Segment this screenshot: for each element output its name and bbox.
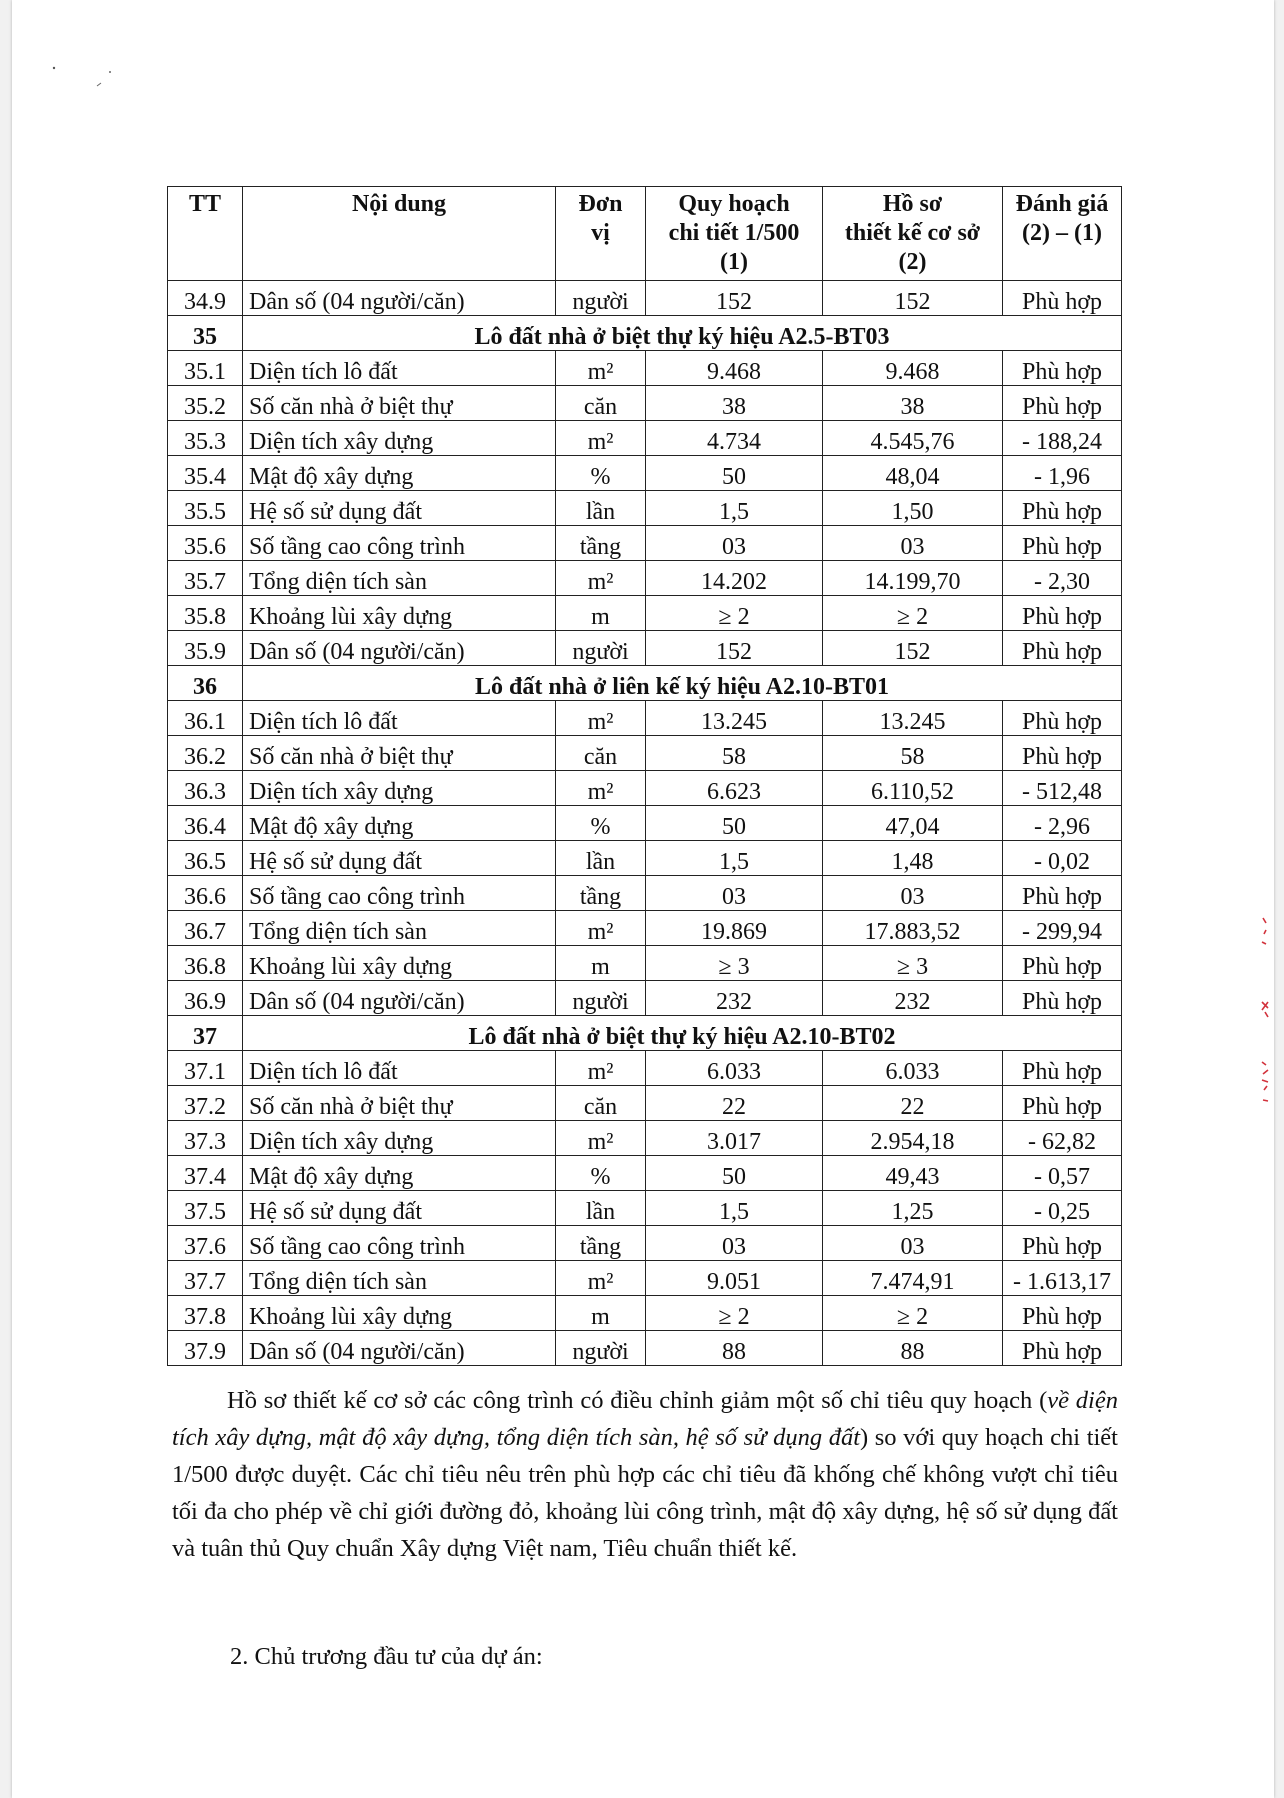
table-row <box>168 456 1122 491</box>
table-row <box>168 281 1122 316</box>
row-design-value: 14.199,70 <box>823 561 1003 596</box>
row-unit: căn <box>556 736 646 771</box>
paragraph-text-2: ) so với quy hoạch chi tiết 1/500 được duyệt. Các chỉ tiêu nêu trên phù hợp các chỉ tiêu đã khống chế không vượt chỉ tiêu tối đa cho phép về chỉ giới đường đỏ, khoảng lùi công trình, mật độ xây dựng, hệ số sử dụng đất và tuân thủ Quy chuẩn Xây dựng Việt nam, Tiêu chuẩn thiết kế. <box>172 1424 1118 1562</box>
row-content: Diện tích xây dựng <box>243 421 556 456</box>
row-planning-value: 14.202 <box>646 561 823 596</box>
table-row <box>168 386 1122 421</box>
planning-comparison-table <box>167 186 1122 1366</box>
row-planning-value: 03 <box>646 876 823 911</box>
row-content: Hệ số sử dụng đất <box>243 1191 556 1226</box>
row-content: Diện tích lô đất <box>243 351 556 386</box>
table-row <box>168 736 1122 771</box>
row-content: Dân số (04 người/căn) <box>243 631 556 666</box>
row-content: Dân số (04 người/căn) <box>243 981 556 1016</box>
row-content: Khoảng lùi xây dựng <box>243 1296 556 1331</box>
row-unit: m² <box>556 421 646 456</box>
row-planning-value: 58 <box>646 736 823 771</box>
row-number: 36.7 <box>168 911 243 946</box>
row-planning-value: 19.869 <box>646 911 823 946</box>
row-content: Số căn nhà ở biệt thự <box>243 736 556 771</box>
table-row <box>168 981 1122 1016</box>
row-content: Số căn nhà ở biệt thự <box>243 386 556 421</box>
row-number: 36.5 <box>168 841 243 876</box>
row-unit: người <box>556 1331 646 1366</box>
row-evaluation: Phù hợp <box>1003 1226 1122 1261</box>
row-evaluation: - 0,25 <box>1003 1191 1122 1226</box>
row-evaluation: Phù hợp <box>1003 491 1122 526</box>
row-number: 36.4 <box>168 806 243 841</box>
row-planning-value: ≥ 2 <box>646 1296 823 1331</box>
row-planning-value: 03 <box>646 526 823 561</box>
row-evaluation: - 512,48 <box>1003 771 1122 806</box>
row-unit: lần <box>556 1191 646 1226</box>
row-evaluation: Phù hợp <box>1003 351 1122 386</box>
row-design-value: 152 <box>823 281 1003 316</box>
row-unit: căn <box>556 1086 646 1121</box>
row-planning-value: 3.017 <box>646 1121 823 1156</box>
row-unit: m² <box>556 1261 646 1296</box>
paragraph-text-1: Hồ sơ thiết kế cơ sở các công trình có điều chỉnh giảm một số chỉ tiêu quy hoạch ( <box>227 1387 1048 1414</box>
table-row <box>168 1156 1122 1191</box>
row-evaluation: Phù hợp <box>1003 1086 1122 1121</box>
row-unit: lần <box>556 491 646 526</box>
row-number: 37.6 <box>168 1226 243 1261</box>
row-content: Hệ số sử dụng đất <box>243 491 556 526</box>
row-number: 36.9 <box>168 981 243 1016</box>
table-row <box>168 701 1122 736</box>
row-unit: m <box>556 596 646 631</box>
row-evaluation: - 62,82 <box>1003 1121 1122 1156</box>
table-row <box>168 596 1122 631</box>
group-title: Lô đất nhà ở liên kế ký hiệu A2.10-BT01 <box>243 666 1122 701</box>
row-evaluation: Phù hợp <box>1003 631 1122 666</box>
row-unit: m² <box>556 1121 646 1156</box>
row-number: 35.1 <box>168 351 243 386</box>
row-content: Số tầng cao công trình <box>243 526 556 561</box>
row-number: 35.4 <box>168 456 243 491</box>
table-row <box>168 1261 1122 1296</box>
row-content: Khoảng lùi xây dựng <box>243 596 556 631</box>
row-number: 37.2 <box>168 1086 243 1121</box>
row-planning-value: 03 <box>646 1226 823 1261</box>
section-item-2: 2. Chủ trương đầu tư của dự án: <box>230 1643 543 1670</box>
row-evaluation: Phù hợp <box>1003 1051 1122 1086</box>
row-unit: m² <box>556 911 646 946</box>
table-row <box>168 806 1122 841</box>
header-don-vi: Đơn vị <box>556 187 646 281</box>
table-row <box>168 526 1122 561</box>
row-number: 37.4 <box>168 1156 243 1191</box>
row-evaluation: - 1.613,17 <box>1003 1261 1122 1296</box>
row-planning-value: 1,5 <box>646 841 823 876</box>
row-planning-value: ≥ 2 <box>646 596 823 631</box>
row-content: Diện tích xây dựng <box>243 1121 556 1156</box>
row-planning-value: 88 <box>646 1331 823 1366</box>
row-design-value: 17.883,52 <box>823 911 1003 946</box>
table-row <box>168 491 1122 526</box>
row-content: Số tầng cao công trình <box>243 1226 556 1261</box>
table-row <box>168 1226 1122 1261</box>
row-content: Tổng diện tích sàn <box>243 1261 556 1296</box>
row-evaluation: Phù hợp <box>1003 596 1122 631</box>
row-planning-value: 50 <box>646 456 823 491</box>
table-group-row <box>168 1016 1122 1051</box>
header-noi-dung: Nội dung <box>243 187 556 281</box>
row-number: 34.9 <box>168 281 243 316</box>
table-group-row <box>168 316 1122 351</box>
table-row <box>168 1296 1122 1331</box>
row-design-value: 1,25 <box>823 1191 1003 1226</box>
row-design-value: 1,48 <box>823 841 1003 876</box>
row-content: Diện tích lô đất <box>243 1051 556 1086</box>
row-number: 35.2 <box>168 386 243 421</box>
row-unit: m² <box>556 701 646 736</box>
row-design-value: 9.468 <box>823 351 1003 386</box>
row-design-value: 22 <box>823 1086 1003 1121</box>
row-number: 35.5 <box>168 491 243 526</box>
table-body <box>168 281 1122 1366</box>
row-content: Khoảng lùi xây dựng <box>243 946 556 981</box>
row-number: 36.6 <box>168 876 243 911</box>
row-unit: m² <box>556 351 646 386</box>
row-evaluation: - 1,96 <box>1003 456 1122 491</box>
row-number: 36.8 <box>168 946 243 981</box>
group-number: 37 <box>168 1016 243 1051</box>
table-group-row <box>168 666 1122 701</box>
table-row <box>168 421 1122 456</box>
row-content: Dân số (04 người/căn) <box>243 1331 556 1366</box>
row-content: Số căn nhà ở biệt thự <box>243 1086 556 1121</box>
row-design-value: 03 <box>823 876 1003 911</box>
conclusion-paragraph <box>172 1382 1118 1567</box>
row-unit: người <box>556 281 646 316</box>
header-ho-so: Hồ sơ thiết kế cơ sở (2) <box>823 187 1003 281</box>
row-unit: tầng <box>556 526 646 561</box>
table-row <box>168 876 1122 911</box>
row-number: 37.8 <box>168 1296 243 1331</box>
row-planning-value: 38 <box>646 386 823 421</box>
row-content: Mật độ xây dựng <box>243 806 556 841</box>
row-evaluation: Phù hợp <box>1003 946 1122 981</box>
row-unit: % <box>556 806 646 841</box>
row-evaluation: - 0,57 <box>1003 1156 1122 1191</box>
row-unit: tầng <box>556 1226 646 1261</box>
row-design-value: 7.474,91 <box>823 1261 1003 1296</box>
row-evaluation: Phù hợp <box>1003 701 1122 736</box>
row-design-value: 38 <box>823 386 1003 421</box>
row-planning-value: 152 <box>646 281 823 316</box>
row-content: Số tầng cao công trình <box>243 876 556 911</box>
row-content: Dân số (04 người/căn) <box>243 281 556 316</box>
row-planning-value: 9.051 <box>646 1261 823 1296</box>
row-planning-value: 9.468 <box>646 351 823 386</box>
table-row <box>168 561 1122 596</box>
row-design-value: 1,50 <box>823 491 1003 526</box>
table-row <box>168 1086 1122 1121</box>
row-number: 37.7 <box>168 1261 243 1296</box>
row-evaluation: Phù hợp <box>1003 281 1122 316</box>
row-planning-value: 232 <box>646 981 823 1016</box>
row-unit: người <box>556 981 646 1016</box>
row-number: 37.3 <box>168 1121 243 1156</box>
group-title: Lô đất nhà ở biệt thự ký hiệu A2.10-BT02 <box>243 1016 1122 1051</box>
row-planning-value: 6.623 <box>646 771 823 806</box>
row-unit: m <box>556 1296 646 1331</box>
table-header <box>168 187 1122 281</box>
row-unit: m² <box>556 771 646 806</box>
row-planning-value: 13.245 <box>646 701 823 736</box>
row-number: 36.1 <box>168 701 243 736</box>
row-evaluation: Phù hợp <box>1003 736 1122 771</box>
row-design-value: 152 <box>823 631 1003 666</box>
row-number: 35.9 <box>168 631 243 666</box>
row-number: 37.9 <box>168 1331 243 1366</box>
row-content: Diện tích xây dựng <box>243 771 556 806</box>
group-number: 35 <box>168 316 243 351</box>
table-row <box>168 911 1122 946</box>
row-design-value: 49,43 <box>823 1156 1003 1191</box>
row-evaluation: Phù hợp <box>1003 876 1122 911</box>
row-evaluation: - 299,94 <box>1003 911 1122 946</box>
row-number: 35.8 <box>168 596 243 631</box>
row-design-value: ≥ 2 <box>823 1296 1003 1331</box>
row-content: Mật độ xây dựng <box>243 1156 556 1191</box>
row-design-value: 13.245 <box>823 701 1003 736</box>
row-content: Hệ số sử dụng đất <box>243 841 556 876</box>
row-design-value: 2.954,18 <box>823 1121 1003 1156</box>
row-content: Tổng diện tích sàn <box>243 561 556 596</box>
row-unit: m² <box>556 1051 646 1086</box>
row-unit: m <box>556 946 646 981</box>
row-planning-value: ≥ 3 <box>646 946 823 981</box>
row-number: 35.3 <box>168 421 243 456</box>
row-number: 35.6 <box>168 526 243 561</box>
table-row <box>168 841 1122 876</box>
table-row <box>168 1121 1122 1156</box>
row-evaluation: Phù hợp <box>1003 526 1122 561</box>
row-unit: m² <box>556 561 646 596</box>
row-content: Mật độ xây dựng <box>243 456 556 491</box>
row-unit: lần <box>556 841 646 876</box>
row-content: Tổng diện tích sàn <box>243 911 556 946</box>
paragraph-italic: về diện tích xây dựng, mật độ xây dựng, tổng diện tích sàn, hệ số sử dụng đất <box>172 1387 1118 1451</box>
table-row <box>168 1051 1122 1086</box>
row-design-value: 6.033 <box>823 1051 1003 1086</box>
row-design-value: 6.110,52 <box>823 771 1003 806</box>
row-unit: % <box>556 456 646 491</box>
row-unit: % <box>556 1156 646 1191</box>
header-quy-hoach: Quy hoạch chi tiết 1/500 (1) <box>646 187 823 281</box>
row-evaluation: - 2,30 <box>1003 561 1122 596</box>
row-unit: tầng <box>556 876 646 911</box>
row-number: 36.2 <box>168 736 243 771</box>
header-tt: TT <box>168 187 243 281</box>
table-row <box>168 631 1122 666</box>
row-design-value: 03 <box>823 526 1003 561</box>
row-design-value: 48,04 <box>823 456 1003 491</box>
group-title: Lô đất nhà ở biệt thự ký hiệu A2.5-BT03 <box>243 316 1122 351</box>
row-planning-value: 50 <box>646 806 823 841</box>
row-planning-value: 1,5 <box>646 491 823 526</box>
row-planning-value: 1,5 <box>646 1191 823 1226</box>
row-design-value: 232 <box>823 981 1003 1016</box>
row-planning-value: 152 <box>646 631 823 666</box>
row-evaluation: Phù hợp <box>1003 1296 1122 1331</box>
row-number: 37.5 <box>168 1191 243 1226</box>
row-content: Diện tích lô đất <box>243 701 556 736</box>
row-unit: người <box>556 631 646 666</box>
row-design-value: 03 <box>823 1226 1003 1261</box>
table-row <box>168 1331 1122 1366</box>
header-danh-gia: Đánh giá (2) – (1) <box>1003 187 1122 281</box>
row-design-value: 88 <box>823 1331 1003 1366</box>
row-evaluation: - 2,96 <box>1003 806 1122 841</box>
row-number: 37.1 <box>168 1051 243 1086</box>
row-unit: căn <box>556 386 646 421</box>
row-evaluation: Phù hợp <box>1003 386 1122 421</box>
row-planning-value: 6.033 <box>646 1051 823 1086</box>
table-row <box>168 351 1122 386</box>
table-row <box>168 946 1122 981</box>
row-design-value: 47,04 <box>823 806 1003 841</box>
table-row <box>168 771 1122 806</box>
row-design-value: ≥ 2 <box>823 596 1003 631</box>
row-evaluation: - 188,24 <box>1003 421 1122 456</box>
row-number: 36.3 <box>168 771 243 806</box>
table-row <box>168 1191 1122 1226</box>
row-planning-value: 50 <box>646 1156 823 1191</box>
row-design-value: 58 <box>823 736 1003 771</box>
row-design-value: ≥ 3 <box>823 946 1003 981</box>
row-evaluation: - 0,02 <box>1003 841 1122 876</box>
row-evaluation: Phù hợp <box>1003 1331 1122 1366</box>
row-evaluation: Phù hợp <box>1003 981 1122 1016</box>
row-design-value: 4.545,76 <box>823 421 1003 456</box>
row-planning-value: 4.734 <box>646 421 823 456</box>
row-planning-value: 22 <box>646 1086 823 1121</box>
row-number: 35.7 <box>168 561 243 596</box>
group-number: 36 <box>168 666 243 701</box>
